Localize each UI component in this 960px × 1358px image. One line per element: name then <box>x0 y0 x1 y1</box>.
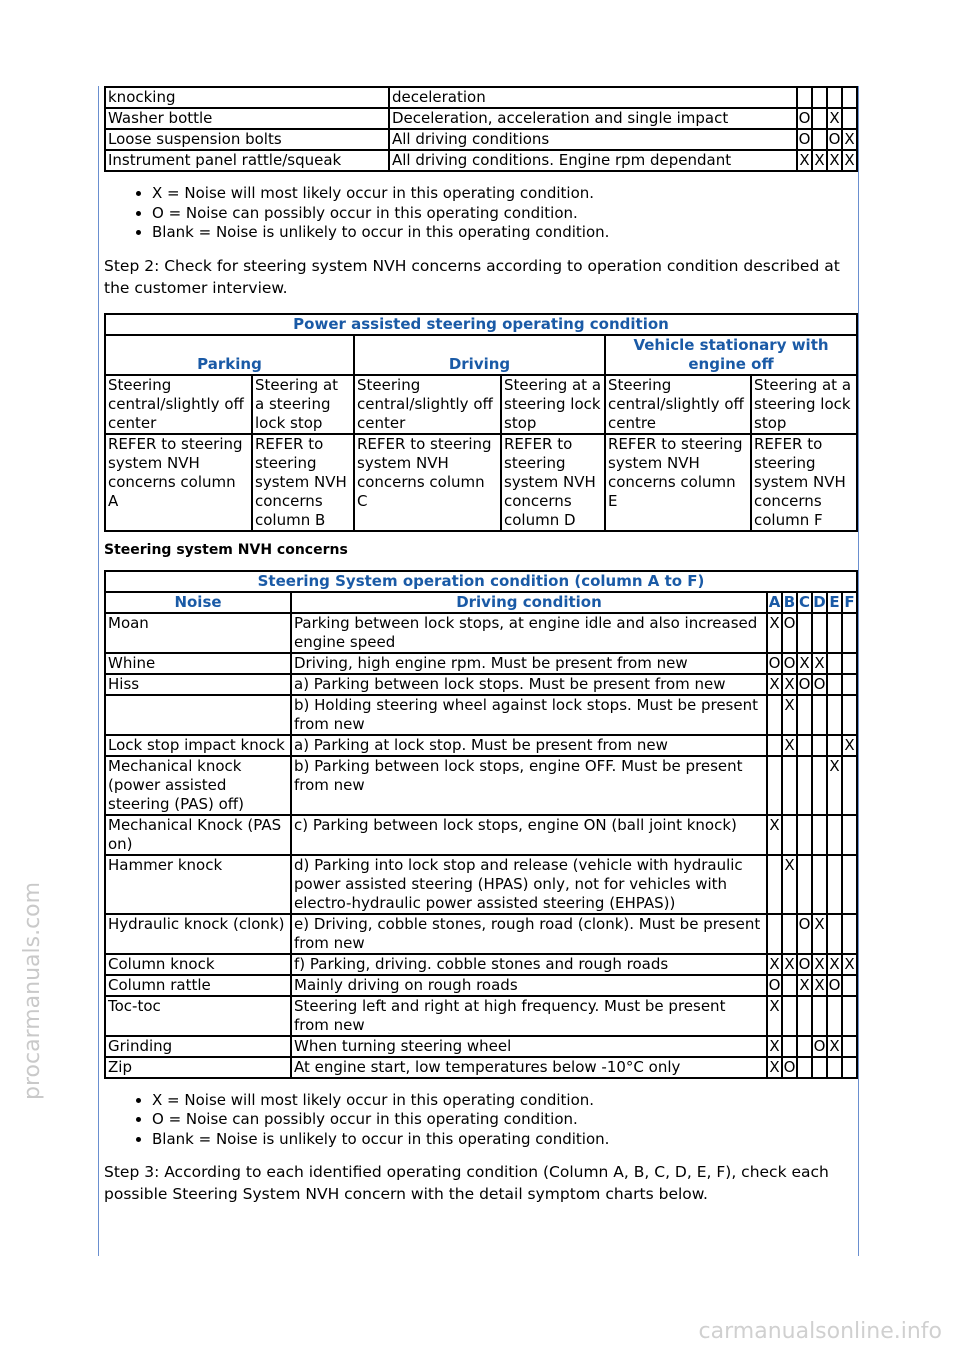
header-col-e: E <box>827 592 842 613</box>
table-row <box>105 914 857 954</box>
condition-cell: f) Parking, driving. cobble stones and rough roads <box>291 954 767 975</box>
noise-cell: Hydraulic knock (clonk) <box>105 914 291 954</box>
noise-cell: Column rattle <box>105 975 291 996</box>
noise-cell: Zip <box>105 1057 291 1078</box>
mark-cell: X <box>827 150 842 171</box>
mark-cell <box>767 914 782 954</box>
condition-cell: e) Driving, cobble stones, rough road (clonk). Must be present from new <box>291 914 767 954</box>
step-2-text: Step 2: Check for steering system NVH concerns according to operation condition described at the customer interview. <box>104 256 840 297</box>
mark-cell <box>842 674 857 695</box>
condition-cell: d) Parking into lock stop and release (vehicle with hydraulic power assisted steering (HPAS) only, not for vehicles with electro-hydraulic power assisted steering (EHPAS)) <box>291 855 767 914</box>
mark-cell: O <box>813 1036 826 1055</box>
noise-condition-table <box>104 86 858 172</box>
mark-cell <box>827 855 842 914</box>
condition-cell: Deceleration, acceleration and single impact <box>389 108 797 129</box>
mark-cell <box>827 735 842 756</box>
condition-cell: All driving conditions. Engine rpm dependant <box>389 150 797 171</box>
mark-cell <box>842 653 857 674</box>
condition-cell: b) Parking between lock stops, engine OFF. Must be present from new <box>291 756 767 815</box>
mark-cell: O <box>783 653 796 672</box>
mark-cell <box>842 108 857 129</box>
subcondition-cell: Steering central/slightly off centre <box>605 375 751 434</box>
mark-cell <box>842 855 857 914</box>
condition-cell: At engine start, low temperatures below -10°C only <box>291 1057 767 1078</box>
mark-cell <box>797 87 812 108</box>
table-row <box>105 815 857 855</box>
condition-cell: b) Holding steering wheel against lock stops. Must be present from new <box>291 695 767 735</box>
legend-item: • Blank = Noise is unlikely to occur in this operating condition. <box>152 1130 856 1150</box>
refer-cell: REFER to steering system NVH concerns column E <box>605 434 751 531</box>
subcondition-cell: Steering at a steering lock stop <box>501 375 605 434</box>
table-row <box>105 87 857 108</box>
noise-cell: Mechanical Knock (PAS on) <box>105 815 291 855</box>
noise-cell: Grinding <box>105 1036 291 1057</box>
steering-system-table <box>104 570 858 1079</box>
mark-cell <box>827 674 842 695</box>
legend-list <box>104 184 856 243</box>
table-row <box>105 129 857 150</box>
mark-cell: X <box>797 653 812 674</box>
refer-cell: REFER to steering system NVH concerns column A <box>105 434 252 531</box>
mark-cell <box>827 653 842 674</box>
group-stationary: Vehicle stationary with engine off <box>605 335 857 375</box>
mark-cell <box>812 756 827 815</box>
noise-cell: Whine <box>105 653 291 674</box>
table-row <box>105 855 857 914</box>
mark-cell <box>782 975 797 996</box>
refer-cell: REFER to steering system NVH concerns column F <box>751 434 857 531</box>
mark-cell: O <box>798 954 811 973</box>
mark-cell: O <box>797 914 812 954</box>
mark-cell: O <box>798 674 811 693</box>
table-row <box>105 613 857 653</box>
table-row <box>105 756 857 815</box>
mark-cell: X <box>767 996 782 1036</box>
mark-cell <box>812 613 827 653</box>
subcondition-cell: Steering central/slightly off center <box>354 375 501 434</box>
mark-cell <box>842 695 857 735</box>
mark-cell: O <box>798 130 811 148</box>
mark-cell <box>797 756 812 815</box>
mark-cell: X <box>812 914 827 954</box>
mark-cell <box>782 815 797 855</box>
mark-cell <box>797 1057 812 1078</box>
mark-cell <box>842 996 857 1036</box>
condition-cell: deceleration <box>389 87 797 108</box>
mark-cell <box>782 914 797 954</box>
page-frame-left <box>98 86 99 1256</box>
condition-cell: a) Parking at lock stop. Must be present from new <box>291 735 767 756</box>
mark-cell <box>842 756 857 815</box>
mark-cell <box>812 996 827 1036</box>
header-col-f: F <box>842 592 857 613</box>
table-row <box>105 975 857 996</box>
mark-cell <box>812 1057 827 1078</box>
mark-cell: X <box>797 975 812 996</box>
mark-cell <box>797 855 812 914</box>
mark-cell <box>797 815 812 855</box>
pas-table-title: Power assisted steering operating condition <box>105 314 857 335</box>
step-3-text: Step 3: According to each identified operating condition (Column A, B, C, D, E, F), check each possible Steering System NVH concern with the detail symptom charts below. <box>104 1163 829 1203</box>
mark-cell: X <box>812 150 827 171</box>
noise-cell: Hammer knock <box>105 855 291 914</box>
noise-cell: Toc-toc <box>105 996 291 1036</box>
mark-cell: O <box>798 109 811 127</box>
noise-cell: Loose suspension bolts <box>105 129 389 150</box>
condition-cell: a) Parking between lock stops. Must be present from new <box>291 674 767 695</box>
page-frame-right <box>858 86 859 1256</box>
mark-cell: X <box>827 756 842 815</box>
mark-cell <box>827 996 842 1036</box>
legend-item: • O = Noise can possibly occur in this operating condition. <box>152 204 856 224</box>
condition-cell: When turning steering wheel <box>291 1036 767 1057</box>
mark-cell <box>812 815 827 855</box>
mark-cell <box>782 756 797 815</box>
mark-cell: X <box>782 674 797 695</box>
mark-cell: X <box>782 695 797 735</box>
mark-cell: O <box>782 613 797 653</box>
mark-cell: O <box>768 653 781 672</box>
mark-cell <box>797 695 812 735</box>
section-heading: Steering system NVH concerns <box>104 541 348 558</box>
noise-cell <box>105 695 291 735</box>
noise-cell: knocking <box>105 87 389 108</box>
mark-cell <box>827 695 842 735</box>
mark-cell <box>767 735 782 756</box>
mark-cell <box>812 108 827 129</box>
mark-cell <box>767 756 782 815</box>
mark-cell: O <box>783 1057 796 1076</box>
table-row <box>105 150 857 171</box>
condition-cell: Steering left and right at high frequency. Must be present from new <box>291 996 767 1036</box>
table-row <box>105 1036 857 1057</box>
header-noise: Noise <box>105 592 291 613</box>
noise-cell: Hiss <box>105 674 291 695</box>
refer-cell: REFER to steering system NVH concerns column D <box>501 434 605 531</box>
mark-cell: X <box>782 735 797 756</box>
mark-cell <box>827 87 842 108</box>
subcondition-cell: Steering central/slightly off center <box>105 375 252 434</box>
mark-cell <box>812 129 827 150</box>
mark-cell <box>797 613 812 653</box>
mark-cell <box>842 815 857 855</box>
header-col-a: A <box>768 592 781 611</box>
header-col-d: D <box>813 592 826 611</box>
document-content <box>104 86 856 1205</box>
mark-cell: O <box>828 130 841 148</box>
mark-cell: X <box>827 1036 842 1057</box>
group-driving: Driving <box>354 335 605 375</box>
noise-cell: Washer bottle <box>105 108 389 129</box>
mark-cell <box>842 975 857 996</box>
legend-item: • X = Noise will most likely occur in this operating condition. <box>152 184 856 204</box>
mark-cell: O <box>768 975 781 994</box>
mark-cell <box>842 914 857 954</box>
mark-cell <box>827 914 842 954</box>
mark-cell: X <box>842 150 857 171</box>
mark-cell: X <box>782 954 797 975</box>
condition-cell: Mainly driving on rough roads <box>291 975 767 996</box>
mark-cell: O <box>813 674 826 693</box>
noise-cell: Moan <box>105 613 291 653</box>
table-row <box>105 954 857 975</box>
noise-cell: Column knock <box>105 954 291 975</box>
mark-cell: O <box>828 975 841 994</box>
mark-cell <box>812 855 827 914</box>
table-row <box>105 735 857 756</box>
legend-item: • X = Noise will most likely occur in this operating condition. <box>152 1091 856 1111</box>
noise-cell: Instrument panel rattle/squeak <box>105 150 389 171</box>
mark-cell <box>812 87 827 108</box>
mark-cell <box>827 815 842 855</box>
mark-cell <box>842 87 857 108</box>
mark-cell: X <box>812 954 827 975</box>
mark-cell <box>842 613 857 653</box>
mark-cell <box>827 613 842 653</box>
noise-cell: Lock stop impact knock <box>105 735 291 756</box>
mark-cell: X <box>827 108 842 129</box>
legend-list <box>104 1091 856 1150</box>
pas-operating-condition-table <box>104 313 858 532</box>
mark-cell: X <box>782 855 797 914</box>
refer-cell: REFER to steering system NVH concerns column B <box>252 434 354 531</box>
mark-cell: X <box>797 150 812 171</box>
header-col-c: C <box>798 592 810 611</box>
table-row <box>105 653 857 674</box>
table-row <box>105 996 857 1036</box>
condition-cell: All driving conditions <box>389 129 797 150</box>
subcondition-cell: Steering at a steering lock stop <box>252 375 354 434</box>
mark-cell: X <box>767 815 782 855</box>
mark-cell <box>767 695 782 735</box>
mark-cell: X <box>767 613 782 653</box>
table-row <box>105 674 857 695</box>
header-col-b: B <box>783 592 796 611</box>
mark-cell: X <box>842 129 857 150</box>
mark-cell <box>827 1057 842 1078</box>
condition-cell: Parking between lock stops, at engine idle and also increased engine speed <box>291 613 767 653</box>
condition-cell: Driving, high engine rpm. Must be present from new <box>291 653 767 674</box>
table-row <box>105 108 857 129</box>
legend-item: • O = Noise can possibly occur in this operating condition. <box>152 1110 856 1130</box>
condition-cell: c) Parking between lock stops, engine ON (ball joint knock) <box>291 815 767 855</box>
mark-cell <box>842 1057 857 1078</box>
mark-cell: X <box>842 735 857 756</box>
mark-cell <box>812 695 827 735</box>
side-watermark: procarmanuals.com <box>20 881 45 1100</box>
mark-cell: X <box>827 954 842 975</box>
mark-cell: X <box>767 674 782 695</box>
system-table-title: Steering System operation condition (column A to F) <box>105 571 857 592</box>
mark-cell: X <box>767 954 782 975</box>
mark-cell: X <box>767 1036 782 1057</box>
mark-cell <box>797 1036 812 1057</box>
legend-item: • Blank = Noise is unlikely to occur in this operating condition. <box>152 223 856 243</box>
table-row <box>105 695 857 735</box>
mark-cell: X <box>812 975 827 996</box>
mark-cell <box>797 996 812 1036</box>
group-parking: Parking <box>105 335 354 375</box>
mark-cell <box>767 855 782 914</box>
mark-cell <box>782 996 797 1036</box>
mark-cell <box>842 1036 857 1057</box>
mark-cell: X <box>767 1057 782 1078</box>
refer-cell: REFER to steering system NVH concerns column C <box>354 434 501 531</box>
subcondition-cell: Steering at a steering lock stop <box>751 375 857 434</box>
mark-cell: X <box>842 954 857 975</box>
mark-cell <box>782 1036 797 1057</box>
noise-cell: Mechanical knock (power assisted steering (PAS) off) <box>105 756 291 815</box>
table-row <box>105 1057 857 1078</box>
mark-cell <box>797 735 812 756</box>
bottom-watermark: carmanualsonline.info <box>698 1319 942 1344</box>
mark-cell: X <box>812 653 827 674</box>
header-driving-condition: Driving condition <box>291 592 767 613</box>
mark-cell <box>812 735 827 756</box>
